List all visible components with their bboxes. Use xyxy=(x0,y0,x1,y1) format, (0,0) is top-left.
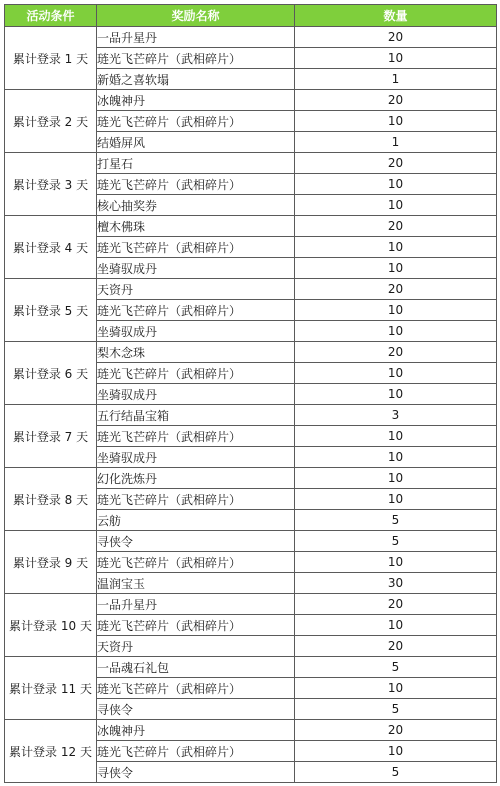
quantity-cell: 20 xyxy=(295,216,497,237)
table-row xyxy=(5,153,497,174)
quantity-cell: 3 xyxy=(295,405,497,426)
header-condition: 活动条件 xyxy=(5,5,97,27)
quantity-cell: 10 xyxy=(295,48,497,69)
quantity-cell: 1 xyxy=(295,132,497,153)
condition-cell: 累计登录 3 天 xyxy=(5,153,97,216)
table-row xyxy=(5,279,497,300)
quantity-cell: 20 xyxy=(295,594,497,615)
quantity-cell: 10 xyxy=(295,447,497,468)
header-reward-name: 奖励名称 xyxy=(97,5,295,27)
quantity-cell: 10 xyxy=(295,741,497,762)
reward-name-cell: 寻侠令 xyxy=(97,699,295,720)
condition-cell: 累计登录 7 天 xyxy=(5,405,97,468)
quantity-cell: 20 xyxy=(295,90,497,111)
reward-name-cell: 冰魄神丹 xyxy=(97,720,295,741)
table-row xyxy=(5,405,497,426)
reward-name-cell: 温润宝玉 xyxy=(97,573,295,594)
quantity-cell: 10 xyxy=(295,678,497,699)
condition-cell: 累计登录 11 天 xyxy=(5,657,97,720)
quantity-cell: 20 xyxy=(295,153,497,174)
table-row xyxy=(5,720,497,741)
condition-cell: 累计登录 8 天 xyxy=(5,468,97,531)
quantity-cell: 5 xyxy=(295,762,497,783)
quantity-cell: 10 xyxy=(295,489,497,510)
reward-name-cell: 檀木佛珠 xyxy=(97,216,295,237)
reward-name-cell: 幻化洗炼丹 xyxy=(97,468,295,489)
condition-cell: 累计登录 2 天 xyxy=(5,90,97,153)
table-row xyxy=(5,90,497,111)
condition-cell: 累计登录 6 天 xyxy=(5,342,97,405)
reward-name-cell: 寻侠令 xyxy=(97,762,295,783)
quantity-cell: 10 xyxy=(295,195,497,216)
condition-cell: 累计登录 5 天 xyxy=(5,279,97,342)
reward-name-cell: 琏光飞芒碎片（武相碎片） xyxy=(97,363,295,384)
table-row xyxy=(5,594,497,615)
quantity-cell: 20 xyxy=(295,636,497,657)
table-header xyxy=(5,5,497,27)
reward-name-cell: 琏光飞芒碎片（武相碎片） xyxy=(97,678,295,699)
reward-name-cell: 琏光飞芒碎片（武相碎片） xyxy=(97,426,295,447)
reward-name-cell: 琏光飞芒碎片（武相碎片） xyxy=(97,174,295,195)
quantity-cell: 10 xyxy=(295,300,497,321)
quantity-cell: 20 xyxy=(295,342,497,363)
table-row xyxy=(5,27,497,48)
reward-name-cell: 坐骑驭成丹 xyxy=(97,384,295,405)
quantity-cell: 5 xyxy=(295,699,497,720)
quantity-cell: 10 xyxy=(295,615,497,636)
reward-name-cell: 梨木念珠 xyxy=(97,342,295,363)
quantity-cell: 10 xyxy=(295,174,497,195)
header-quantity: 数量 xyxy=(295,5,497,27)
reward-name-cell: 打星石 xyxy=(97,153,295,174)
quantity-cell: 5 xyxy=(295,510,497,531)
reward-name-cell: 琏光飞芒碎片（武相碎片） xyxy=(97,300,295,321)
condition-cell: 累计登录 1 天 xyxy=(5,27,97,90)
quantity-cell: 20 xyxy=(295,720,497,741)
reward-name-cell: 云舫 xyxy=(97,510,295,531)
table-row xyxy=(5,657,497,678)
reward-name-cell: 五行结晶宝箱 xyxy=(97,405,295,426)
table-row xyxy=(5,468,497,489)
reward-name-cell: 琏光飞芒碎片（武相碎片） xyxy=(97,111,295,132)
quantity-cell: 5 xyxy=(295,657,497,678)
quantity-cell: 10 xyxy=(295,237,497,258)
reward-name-cell: 一品升星丹 xyxy=(97,594,295,615)
quantity-cell: 20 xyxy=(295,279,497,300)
quantity-cell: 30 xyxy=(295,573,497,594)
reward-name-cell: 寻侠令 xyxy=(97,531,295,552)
reward-name-cell: 琏光飞芒碎片（武相碎片） xyxy=(97,552,295,573)
reward-name-cell: 一品升星丹 xyxy=(97,27,295,48)
quantity-cell: 10 xyxy=(295,426,497,447)
reward-table xyxy=(4,4,497,783)
reward-name-cell: 坐骑驭成丹 xyxy=(97,321,295,342)
table-row xyxy=(5,216,497,237)
quantity-cell: 10 xyxy=(295,468,497,489)
reward-name-cell: 琏光飞芒碎片（武相碎片） xyxy=(97,48,295,69)
condition-cell: 累计登录 9 天 xyxy=(5,531,97,594)
table-body xyxy=(5,27,497,783)
reward-name-cell: 坐骑驭成丹 xyxy=(97,447,295,468)
reward-name-cell: 核心抽奖券 xyxy=(97,195,295,216)
condition-cell: 累计登录 12 天 xyxy=(5,720,97,783)
quantity-cell: 1 xyxy=(295,69,497,90)
reward-name-cell: 琏光飞芒碎片（武相碎片） xyxy=(97,237,295,258)
condition-cell: 累计登录 4 天 xyxy=(5,216,97,279)
header-row xyxy=(5,5,497,27)
quantity-cell: 10 xyxy=(295,363,497,384)
reward-name-cell: 琏光飞芒碎片（武相碎片） xyxy=(97,741,295,762)
reward-name-cell: 新婚之喜软塌 xyxy=(97,69,295,90)
condition-cell: 累计登录 10 天 xyxy=(5,594,97,657)
reward-name-cell: 琏光飞芒碎片（武相碎片） xyxy=(97,615,295,636)
table-row xyxy=(5,342,497,363)
table-row xyxy=(5,531,497,552)
quantity-cell: 20 xyxy=(295,27,497,48)
reward-name-cell: 冰魄神丹 xyxy=(97,90,295,111)
quantity-cell: 5 xyxy=(295,531,497,552)
reward-name-cell: 天资丹 xyxy=(97,636,295,657)
quantity-cell: 10 xyxy=(295,321,497,342)
quantity-cell: 10 xyxy=(295,552,497,573)
reward-name-cell: 天资丹 xyxy=(97,279,295,300)
reward-name-cell: 结婚屏风 xyxy=(97,132,295,153)
reward-name-cell: 一品魂石礼包 xyxy=(97,657,295,678)
quantity-cell: 10 xyxy=(295,384,497,405)
quantity-cell: 10 xyxy=(295,111,497,132)
reward-name-cell: 坐骑驭成丹 xyxy=(97,258,295,279)
quantity-cell: 10 xyxy=(295,258,497,279)
reward-name-cell: 琏光飞芒碎片（武相碎片） xyxy=(97,489,295,510)
